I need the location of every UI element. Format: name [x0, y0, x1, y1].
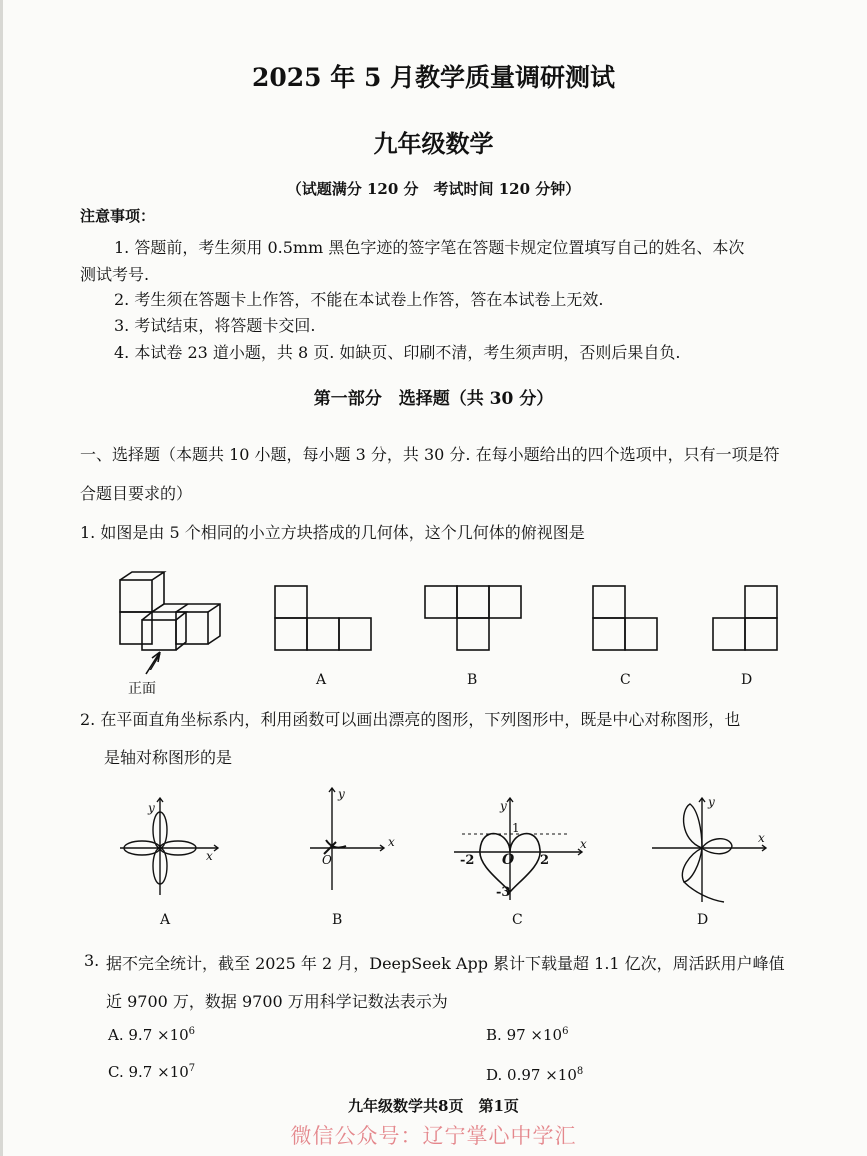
- q2-option-a-label[interactable]: A: [160, 912, 171, 928]
- front-arrow: [136, 650, 166, 680]
- q1-option-c-label[interactable]: C: [620, 672, 631, 688]
- question-1-text: 1. 如图是由 5 个相同的小立方块搭成的几何体，这个几何体的俯视图是: [80, 523, 585, 542]
- svg-text:1: 1: [512, 821, 520, 835]
- q1-option-d-label[interactable]: D: [741, 672, 753, 688]
- svg-text:y: y: [148, 801, 155, 815]
- q3-option-b[interactable]: [486, 1026, 568, 1044]
- q1-option-b-view: [424, 585, 524, 651]
- section-heading: 第一部分 选择题（共 30 分）: [313, 389, 554, 409]
- svg-text:O: O: [502, 852, 515, 868]
- svg-text:y: y: [500, 799, 507, 813]
- front-label: 正面: [128, 681, 156, 697]
- question-3-number: 3.: [84, 951, 100, 970]
- svg-text:y: y: [708, 795, 715, 809]
- q3-option-a-label: A.: [108, 1026, 124, 1044]
- q2-option-b-label[interactable]: B: [332, 912, 343, 928]
- q2-option-d-graph: [650, 790, 774, 906]
- section-instructions: 合题目要求的）: [80, 484, 193, 503]
- q3-option-b-exp: 6: [562, 1026, 569, 1037]
- q3-option-b-base: 97 ×10: [506, 1026, 563, 1044]
- q3-option-d-label: D.: [486, 1066, 503, 1084]
- question-2-text: 2. 在平面直角坐标系内，利用函数可以画出漂亮的图形，下列图形中，既是中心对称图形，也: [80, 710, 741, 729]
- q1-option-a-view: [274, 585, 374, 651]
- q3-option-c-exp: 7: [188, 1063, 196, 1074]
- q3-option-b-label: B.: [486, 1026, 502, 1044]
- notice-item: 3. 考试结束，将答题卡交回.: [114, 316, 316, 335]
- q2-option-c-graph: [452, 792, 592, 904]
- q2-option-c-label[interactable]: C: [512, 912, 523, 928]
- q3-option-c-label: C.: [108, 1063, 124, 1081]
- q3-option-c-base: 9.7 ×10: [128, 1063, 189, 1081]
- scan-edge: [0, 0, 3, 1156]
- notice-item: 4. 本试卷 23 道小题，共 8 页. 如缺页、印刷不清，考生须声明，否则后果自负.: [114, 343, 681, 362]
- svg-text:O: O: [322, 853, 332, 867]
- exam-subject: 九年级数学: [373, 129, 494, 158]
- notice-item: 2. 考生须在答题卡上作答，不能在本试卷上作答，答在本试卷上无效.: [114, 290, 604, 309]
- q1-option-b-label[interactable]: B: [467, 672, 478, 688]
- q2-option-a-graph: [118, 790, 228, 900]
- q2-option-b-graph: [300, 780, 400, 900]
- q2-option-d-label[interactable]: D: [697, 912, 709, 928]
- q3-option-a-base: 9.7 ×10: [128, 1026, 189, 1044]
- svg-text:y: y: [338, 787, 345, 801]
- svg-text:x: x: [580, 837, 587, 851]
- q3-option-d-exp: 8: [576, 1066, 584, 1077]
- svg-text:-2: -2: [460, 853, 475, 868]
- q3-option-d-base: 0.97 ×10: [507, 1066, 577, 1084]
- watermark: 微信公众号：辽宁掌心中学汇: [290, 1124, 577, 1148]
- q3-option-a[interactable]: [108, 1026, 195, 1044]
- question-3-text: 近 9700 万，数据 9700 万用科学记数法表示为: [106, 992, 448, 1011]
- question-2-text: 是轴对称图形的是: [104, 748, 233, 767]
- svg-text:x: x: [206, 849, 213, 863]
- q3-option-c[interactable]: [108, 1063, 195, 1081]
- q1-option-d-view: [712, 585, 782, 651]
- notice-item: 1. 答题前，考生须用 0.5mm 黑色字迹的签字笔在答题卡规定位置填写自己的姓名、本次: [114, 238, 745, 257]
- q1-option-a-label[interactable]: A: [316, 672, 327, 688]
- exam-info: （试题满分 120 分 考试时间 120 分钟）: [286, 180, 581, 198]
- q1-option-c-view: [592, 585, 662, 651]
- svg-text:x: x: [758, 831, 765, 845]
- page-footer: 九年级数学共8页 第1页: [348, 1097, 519, 1115]
- svg-text:2: 2: [540, 853, 550, 868]
- exam-title: 2025 年 5 月教学质量调研测试: [251, 63, 616, 92]
- notice-item: 测试考号.: [80, 265, 150, 284]
- question-3-text: 据不完全统计，截至 2025 年 2 月，DeepSeek App 累计下载量超 1.1 亿次，周活跃用户峰值: [106, 954, 785, 973]
- q1-solid-figure: [112, 570, 232, 670]
- notice-title: 注意事项：: [80, 207, 156, 225]
- svg-text:x: x: [388, 835, 395, 849]
- q3-option-d[interactable]: [486, 1066, 583, 1084]
- svg-text:-3: -3: [496, 885, 511, 900]
- section-instructions: 一、选择题（本题共 10 小题，每小题 3 分，共 30 分. 在每小题给出的四个选项中，只有一项是符: [80, 445, 780, 464]
- q3-option-a-exp: 6: [188, 1026, 196, 1037]
